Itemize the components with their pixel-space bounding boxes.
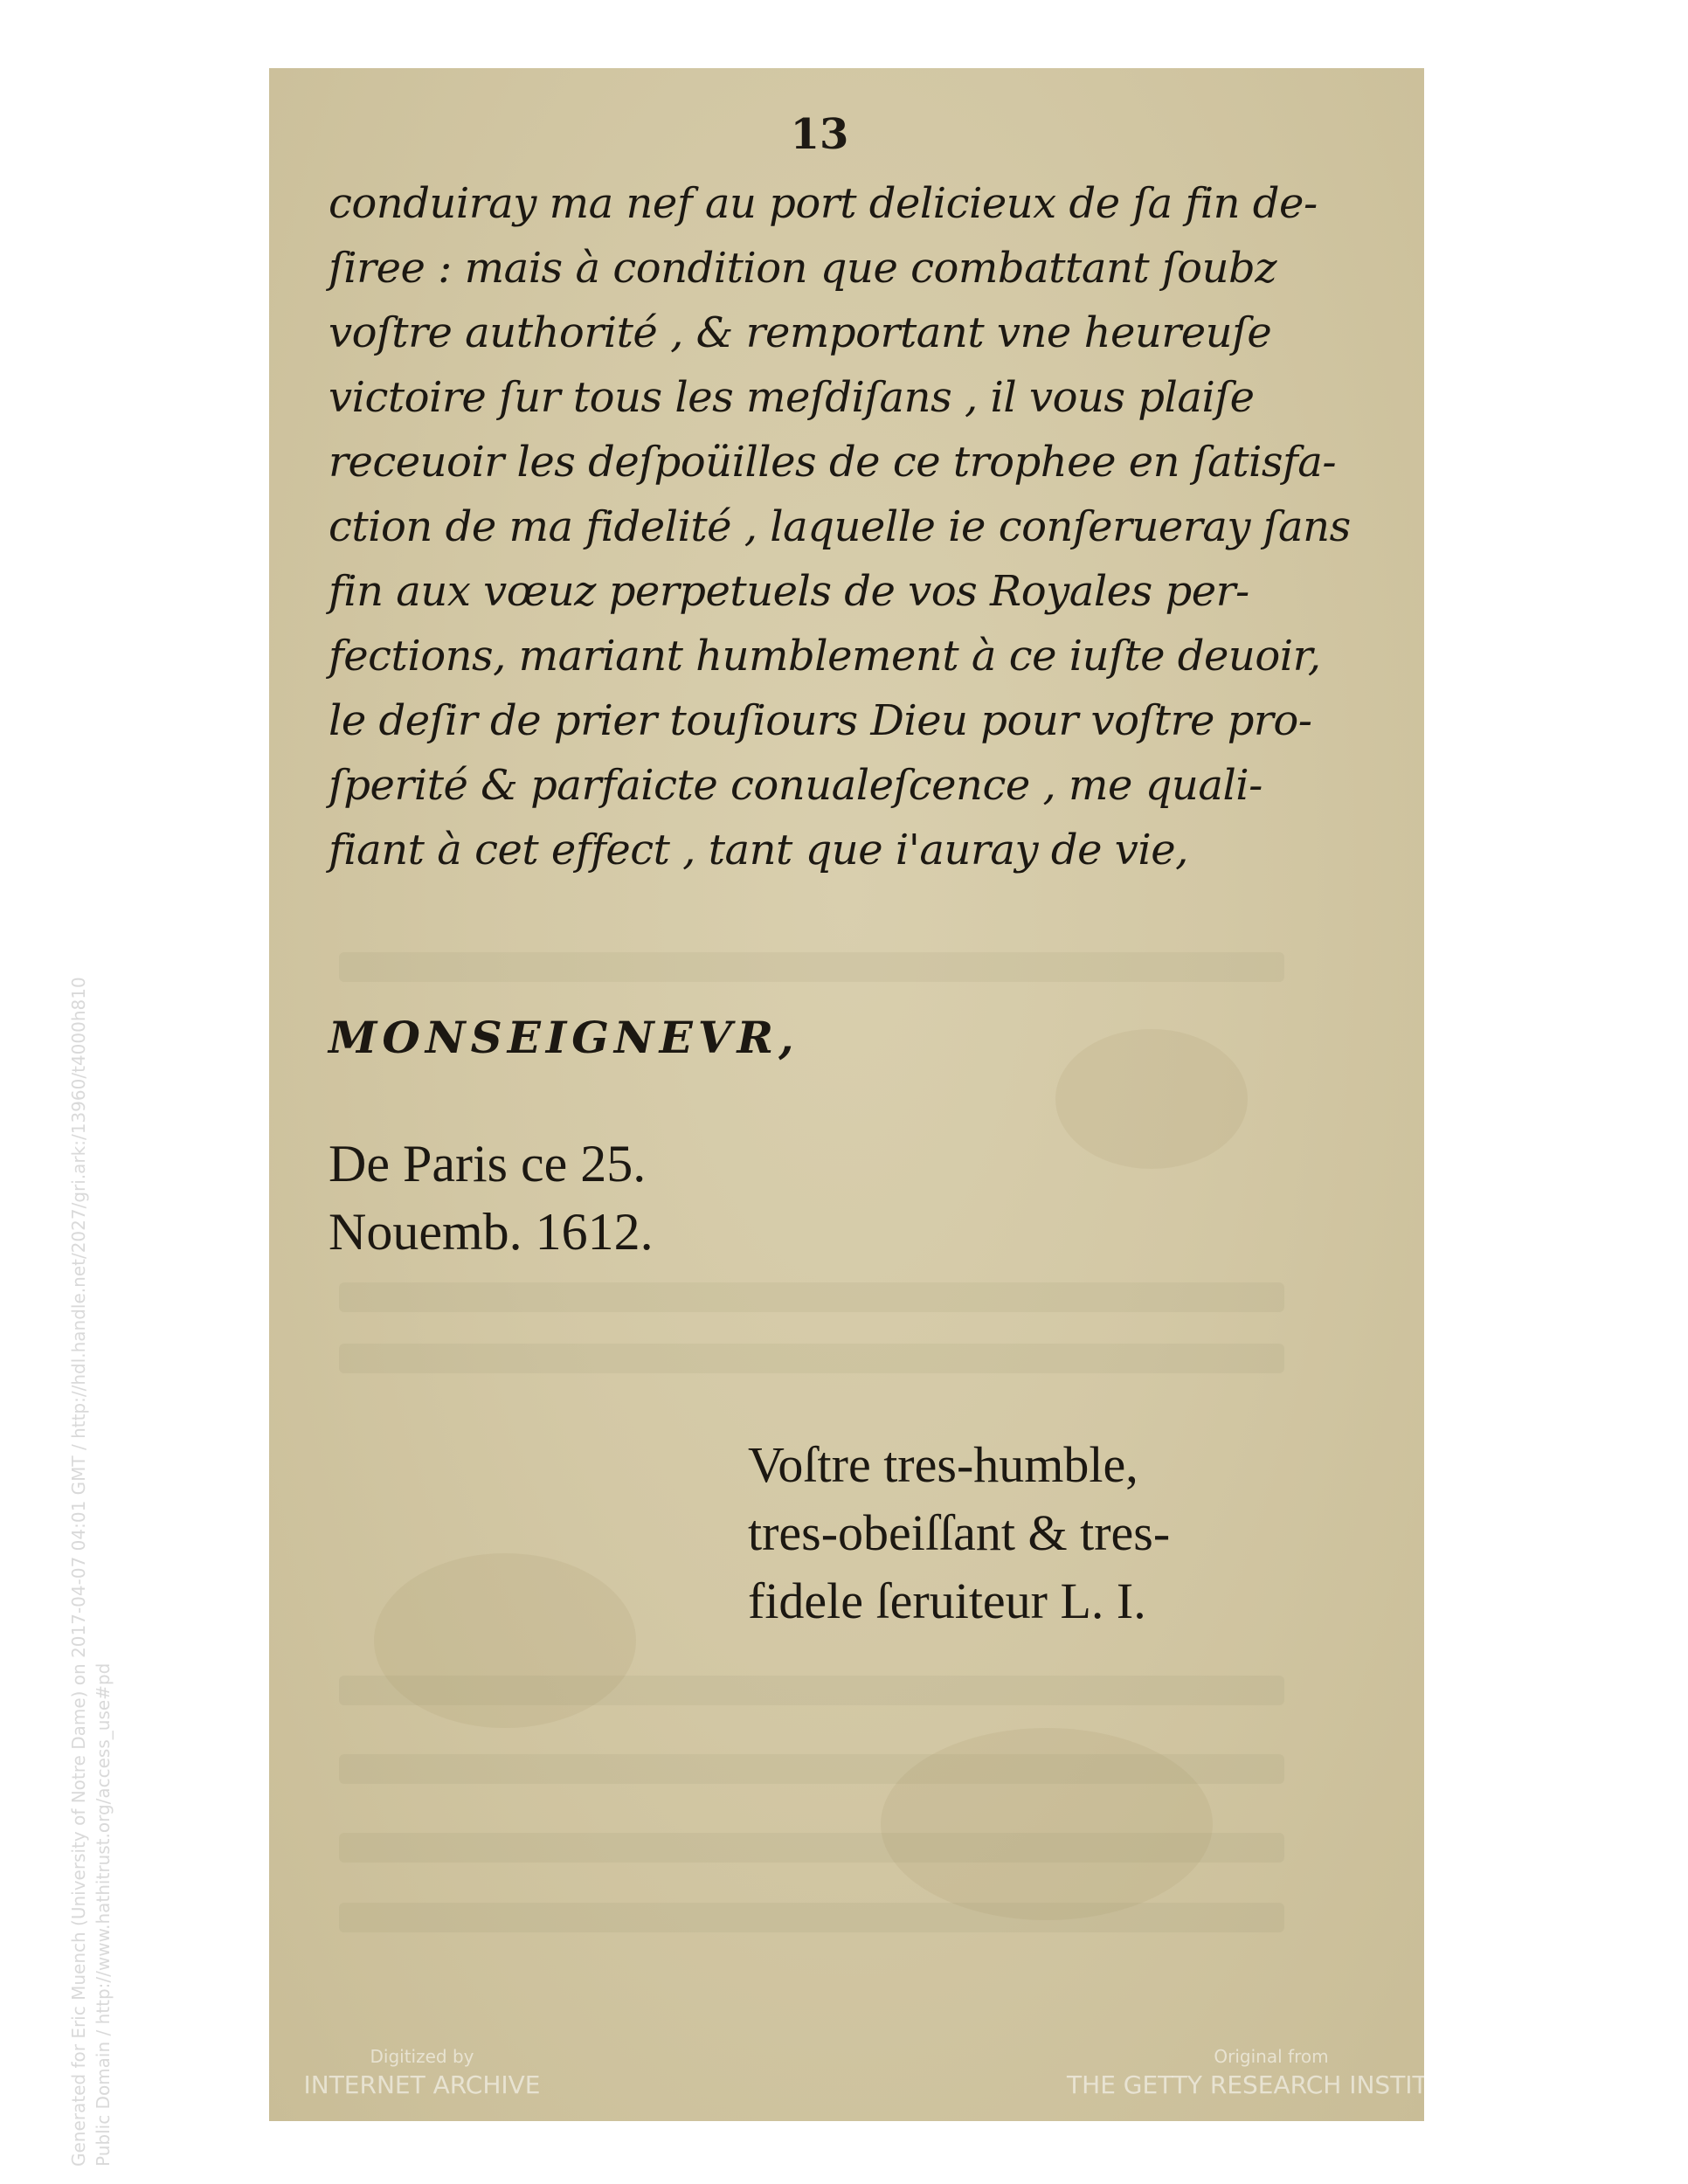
scanned-page (269, 68, 1424, 2121)
text-line: fin aux vœuz perpetuels de vos Royales per- (329, 567, 1249, 616)
signature-line: tres-obeiſſant & tres- (748, 1504, 1171, 1561)
place-date-line: Nouemb. 1612. (329, 1203, 654, 1261)
show-through-line (339, 952, 1284, 982)
text-line: ction de ma fidelité , laquelle ie conſerueray ſans (329, 502, 1351, 551)
digitizer-name: INTERNET ARCHIVE (303, 2070, 541, 2099)
show-through-line (339, 1903, 1284, 1932)
text-line: fections, mariant humblement à ce iuſte deuoir, (329, 632, 1321, 681)
show-through-line (339, 1282, 1284, 1312)
text-line: voſtre authorité , & remportant vne heureuſe (329, 308, 1272, 357)
text-line: le deſir de prier touſiours Dieu pour voſtre pro- (329, 696, 1312, 745)
digitized-by-label: Digitized by (370, 2046, 474, 2067)
salutation: MONSEIGNEVR, (329, 1012, 799, 1063)
text-line: conduiray ma nef au port delicieux de ſa fin de- (329, 179, 1318, 228)
text-line: victoire ſur tous les meſdiſans , il vous plaiſe (329, 373, 1255, 422)
show-through-line (339, 1754, 1284, 1784)
paper-stain (1055, 1029, 1248, 1169)
signature-line: Voſtre tres-humble, (748, 1436, 1138, 1493)
signature-line: fidele ſeruiteur L. I. (748, 1572, 1146, 1629)
institution-name: THE GETTY RESEARCH INSTITUTE (1067, 2070, 1476, 2099)
text-line: receuoir les deſpoüilles de ce trophee en ſatisfa- (329, 438, 1337, 487)
show-through-line (339, 1344, 1284, 1373)
signature-block (748, 1431, 1170, 1635)
original-from-watermark (1035, 2044, 1507, 2102)
page-number: 13 (790, 110, 849, 159)
digitized-by-watermark (278, 2044, 566, 2102)
original-from-label: Original from (1214, 2046, 1329, 2067)
place-date-line: De Paris ce 25. (329, 1135, 647, 1192)
place-date (329, 1130, 654, 1266)
body-text (329, 171, 1351, 882)
side-watermark-line: Public Domain / http://www.hathitrust.org/access_use#pd (93, 1662, 114, 2167)
text-line: fiant à cet effect , tant que i'auray de vie, (329, 826, 1188, 874)
text-line: ſperité & parfaicte conualeſcence , me quali- (329, 761, 1263, 810)
side-watermark (66, 977, 115, 2167)
show-through-line (339, 1676, 1284, 1705)
show-through-line (339, 1833, 1284, 1863)
text-line: ſiree : mais à condition que combattant ſoubz (329, 244, 1276, 293)
side-watermark-line: Generated for Eric Muench (University of Notre Dame) on 2017-04-07 04:01 GMT / http://hdl.handle.net/2027/gri.ark:/13960/t4000h810 (68, 977, 89, 2167)
